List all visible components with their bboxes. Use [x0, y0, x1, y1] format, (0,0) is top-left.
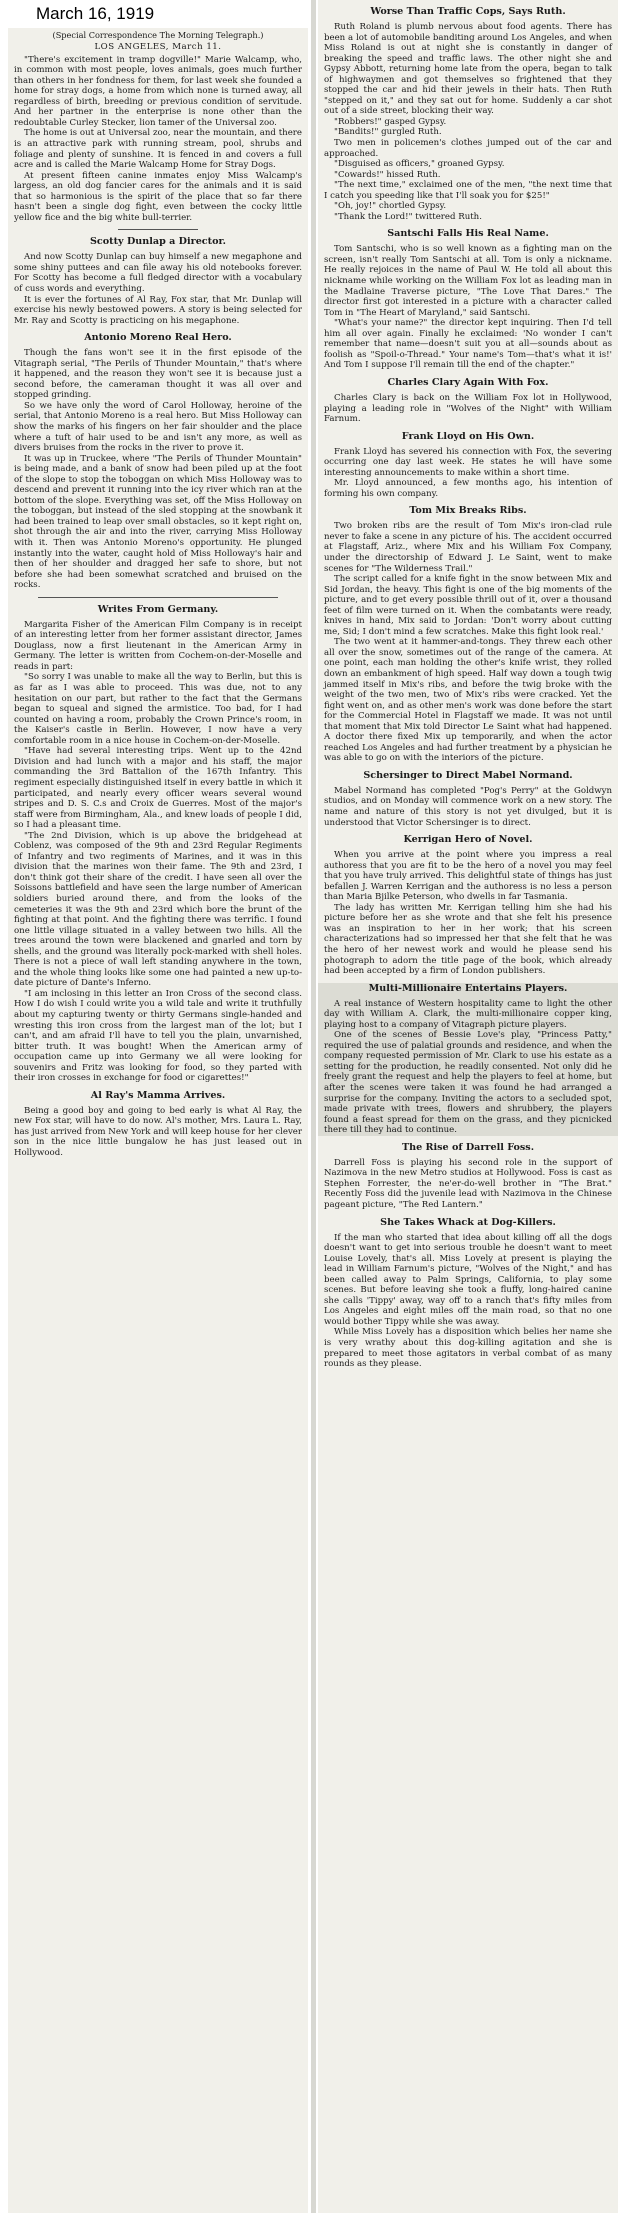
paragraph: Darrell Foss is playing his second role in the support of Nazimova in the new Metro studios at Hollywood. Foss is cast as Stephen Forrester, the ne'er-do-well brother in "The Brat." Recently Foss did the juvenile lead with Nazimova in the Chinese pageant picture, "The Red Lantern.": [324, 1157, 612, 1210]
paragraph: Charles Clary is back on the William Fox lot in Hollywood, playing a leading role in "Wolves of the Night" with William Farnum.: [324, 392, 612, 425]
article-roland: [318, 6, 618, 222]
left-column: [8, 28, 308, 2213]
paragraph: Margarita Fisher of the American Film Company is in receipt of an interesting letter from her former assistant director, James Douglass, now a first lieutenant in the American Army in Germany. The letter is written from Cochem-on-der-Moselle and reads in part:: [14, 619, 302, 672]
headline: Worse Than Traffic Cops, Says Ruth.: [370, 6, 566, 17]
paragraph: Frank Lloyd has severed his connection with Fox, the severing occurring one day last week. He states he will have some interesting announcements to make within a short time.: [324, 446, 612, 478]
headline: Writes From Germany.: [97, 603, 219, 615]
headline: Al Ray's Mamma Arrives.: [90, 1089, 226, 1101]
paragraph: And now Scotty Dunlap can buy himself a new megaphone and some shiny puttees and can file away his old notebooks forever. For Scotty has become a full fledged director with a vocabulary of cuss words and everything.: [14, 252, 302, 294]
headline: The Rise of Darrell Foss.: [401, 1141, 535, 1153]
paragraph: The two went at it hammer-and-tongs. They threw each other all over the snow, sometimes out of the range of the camera. At one point, each man holding the other's knife wrist, they rolled down an embankment of high speed. Half way down a tough twig jammed itself in Mix's ribs, and before the twig broke with the weight of the two men, two of Mix's ribs were cracked. Yet the fight went on, and as other men's work was done before the start for the Commercial Hotel in Flagstaff we made. It was not until that moment that Mix told Director Le Saint what had happened. A doctor there fixed Mix up temporarily, and when the actor reached Los Angeles and had further treatment by a physician he was able to go on with the interiors of the picture.: [324, 637, 612, 764]
headline: Kerrigan Hero of Novel.: [403, 834, 533, 846]
paragraph: Two men in policemen's clothes jumped out of the car and approached.: [324, 138, 612, 159]
article-mix: [318, 505, 618, 764]
paragraph: It was up in Truckee, where "The Perils of Thunder Mountain" is being made, and a bank of snow had been piled up at the foot of the slope to stop the toboggan on which Miss Holloway was to descend and prevent it running into the icy river which ran at the bottom of the slope. Everything was set, off the Miss Holloway on the toboggan, but instead of the sled stopping at the snowbank it had been trained to leap over small obstacles, so it kept right on, shot through the air and into the river, carrying Miss Holloway with it. Then was Antonio Moreno's opportunity. He plunged instantly into the water, caught hold of Miss Holloway's hair and then of her shoulder and dragged her safe to shore, but not before she had been somewhat scratched and bruised on the rocks.: [14, 453, 302, 591]
paragraph: "Robbers!" gasped Gypsy.: [334, 116, 447, 127]
paragraph: "There's excitement in tramp dogville!" Marie Walcamp, who, in common with most people, loves animals, goes much further than others in her fondness for them, for last week she founded a home for stray dogs, a home from which none is turned away, all regardless of birth, breeding or previous condition of servitude. And her partner in the enterprise is none other than the redoubtable Curley Stecker, lion tamer of the Universal zoo.: [14, 54, 302, 128]
headline: Scotty Dunlap a Director.: [90, 236, 226, 248]
paragraph: Two broken ribs are the result of Tom Mix's iron-clad rule never to fake a scene in any picture of his. The accident occurred at Flagstaff, Ariz., where Mix and his William Fox Company, under the directorship of Edward J. Le Saint, went to make scenes for "The Wilderness Trail.": [324, 521, 612, 574]
article-dunlap: [8, 236, 308, 326]
paragraph: Though the fans won't see it in the first episode of the Vitagraph serial, "The Perils of Thunder Mountain," that's where it happened, and the reason they won't see it is because just a second before, the cameraman thought it was all over and stopped grinding.: [14, 348, 302, 401]
headline: She Takes Whack at Dog-Killers.: [380, 1216, 556, 1228]
paragraph: Ruth Roland is plumb nervous about food agents. There has been a lot of automobile banditing around Los Angeles, and when Miss Roland is out at night she is constantly in danger of breaking the speed and traffic laws. The other night she and Gypsy Abbott, returning home late from the opera, began to talk of highwaymen and got themselves so frightened that they stopped the car and hid their jewels in their hats. Then Ruth "stepped on it," and they sat out for home. Suddenly a car shot out of a side street, blocking their way.: [324, 22, 612, 117]
article-clark: [318, 983, 618, 1136]
paragraph: While Miss Lovely has a disposition which belies her name she is very wrathy about this dog-killing agitation and she is prepared to meet those agitators in verbal combat of as many rounds as they please.: [324, 1327, 612, 1370]
article-lovely: [318, 1217, 618, 1370]
paragraph: At present fifteen canine inmates enjoy Miss Walcamp's largess, an old dog fancier cares for the animals and it is said that so harmonious is the spirit of the place that so far there hasn't been a single dog fight, even between the cocky little yellow fice and the big white bull-terrier.: [14, 170, 302, 223]
article-foss: [318, 1142, 618, 1211]
paragraph: Being a good boy and going to bed early is what Al Ray, the new Fox star, will have to do now. Al's mother, Mrs. Laura L. Ray, has just arrived from New York and will keep house for her clever son in the nice little bungalow he has just leased out in Hollywood.: [14, 1105, 302, 1158]
paragraph: "Have had several interesting trips. Went up to the 42nd Division and had lunch with a major and his staff, the major commanding the 3rd Battalion of the 167th Infantry. This regiment especially distinguished itself in every battle in which it participated, and nearly every officer wears several wound stripes and D. S. C.s and Croix de Guerres. Most of the major's staff were from Birmingham, Ala., and knew loads of people I did, so I had a pleasant time.: [14, 746, 302, 831]
paragraph: "I am inclosing in this letter an Iron Cross of the second class. How I do wish I could write you a wild tale and write it truthfully about my capturing twenty or thirty Germans single-handed and wresting this iron cross from the largest man of the lot; but I can't, and am afraid I'll have to tell you the plain, unvarnished, bitter truth. It was bought! When the American army of occupation came up into Germany we all were looking for souvenirs and Fritz was looking for food, so they parted with their iron crosses in exchange for food or cigarettes!": [14, 988, 302, 1084]
paragraph: "Thank the Lord!" twittered Ruth.: [334, 211, 482, 222]
paragraph: The home is out at Universal zoo, near the mountain, and there is an attractive park with running stream, pool, shrubs and foliage and plenty of sunshine. It is fenced in and covers a full acre and is called the Marie Walcamp Home for Stray Dogs.: [14, 128, 302, 171]
paragraph: A real instance of Western hospitality came to light the other day with William A. Clark, the multi-millionaire copper king, playing host to a company of Vitagraph picture players.: [324, 998, 612, 1030]
headline: Multi-Millionaire Entertains Players.: [368, 982, 568, 994]
paragraph: "The next time," exclaimed one of the men, "the next time that I catch you speeding like that I'll soak you for $25!": [324, 180, 612, 201]
article-clary: [318, 377, 618, 425]
paragraph: "So sorry I was unable to make all the way to Berlin, but this is as far as I was able to proceed. This was due, not to any hesitation on our part, but rather to the fact that the Germans began to squeal and signed the armistice. Too bad, for I had counted on having a room, probably the Crown Prince's room, in the Kaiser's castle in Berlin. However, I now have a very comfortable room in a nice house in Cochem-on-der-Moselle.: [14, 672, 302, 746]
article-kerrigan: [318, 834, 618, 977]
paragraph: Tom Santschi, who is so well known as a fighting man on the screen, isn't really Tom Santschi at all. Tom is only a nickname. He really rejoices in the name of Paul W. He told all about this nickname while working on the William Fox lot as leading man in the Madlaine Traverse picture, "The Love That Dares." The director first got interested in a picture with a character called Tom in "The Heart of Maryland," said Santschi.: [324, 244, 612, 318]
paragraph: "The 2nd Division, which is up above the bridgehead at Coblenz, was composed of the 9th and 23rd Regular Regiments of Infantry and two regiments of Marines, and it was in this division that the marines won their fame. The 9th and 23rd, I don't think got their share of the credit. I have seen all over the Soissons battlefield and have seen the large number of American soldiers buried around there, and from the looks of the cemeteries it was the 9th and 23rd which bore the brunt of the fighting at that point. And the fighting there was terrific. I found one little village situated in a valley between two hills. All the trees around the town were blackened and gnarled and torn by shells, and the ground was literally pock-marked with shell holes. There is not a piece of wall left standing anywhere in the town, and the whole thing looks like some one had painted a new up-to-date picture of Dante's Inferno.: [14, 830, 302, 989]
paragraph: "Disguised as officers," groaned Gypsy.: [334, 159, 505, 170]
paragraph: "What's your name?" the director kept inquiring. Then I'd tell him all over again. Finally he exclaimed: 'No wonder I can't remember that name—doesn't suit you at all—sounds about as foolish as "Spoil-o-Thread." Your name's Tom—that's what it is!' And Tom I suppose I'll remain till the end of the chapter.": [324, 318, 612, 371]
paragraph: "Cowards!" hissed Ruth.: [334, 169, 441, 180]
paragraph: When you arrive at the point where you impress a real authoress that you are fit to be the hero of a novel you may feel that you have truly arrived. This delightful state of things has just befallen J. Warren Kerrigan and the authoress is no less a person than Maria Bjilke Peterson, who dwells in far Tasmania.: [324, 850, 612, 903]
article-walcamp: [8, 30, 308, 223]
paragraph: If the man who started that idea about killing off all the dogs doesn't want to get into serious trouble he doesn't want to meet Louise Lovely, that's all. Miss Lovely at present is playing the lead in William Farnum's picture, "Wolves of the Night," and has been called away to Palm Springs, California, to play some scenes. But before leaving she took a fluffy, long-haired canine she calls 'Tippy' away, way off to a ranch that's fifty miles from Los Angeles and eight miles off the main road, so that no one would bother Tippy while she was away.: [324, 1232, 612, 1327]
right-column: [318, 0, 618, 2213]
headline: Charles Clary Again With Fox.: [387, 376, 549, 388]
paragraph: The script called for a knife fight in the snow between Mix and Sid Jordan, the heavy. This fight is one of the big moments of the picture, and to get every possible thrill out of it, over a thousand feet of film were turned on it. When the combatants were ready, knives in hand, Mix said to Jordan: 'Don't worry about cutting me, Sid; I don't mind a few scratches. Make this fight look real.': [324, 574, 612, 637]
byline: (Special Correspondence The Morning Telegraph.): [52, 30, 264, 40]
paragraph: The lady has written Mr. Kerrigan telling him she had his picture before her as she wrote and that she felt his presence was an inspiration to her in her work; that his screen characterizations had so impressed her that she felt that he was the hero of her newest work and would he please send his photograph to adorn the title page of the book, which already had been accepted by a firm of London publishers.: [324, 902, 612, 977]
article-normand: [318, 770, 618, 828]
clipping-date: March 16, 1919: [36, 4, 155, 23]
paragraph: "Oh, joy!" chortled Gypsy.: [334, 201, 447, 212]
article-santschi: [318, 228, 618, 371]
paragraph: It is ever the fortunes of Al Ray, Fox star, that Mr. Dunlap will exercise his newly bestowed powers. A story is being selected for Mr. Ray and Scotty is practicing on his megaphone.: [14, 294, 302, 326]
headline: Tom Mix Breaks Ribs.: [409, 505, 527, 517]
headline: Schersinger to Direct Mabel Normand.: [363, 769, 573, 781]
headline: Frank Lloyd on His Own.: [401, 430, 535, 442]
article-lloyd: [318, 431, 618, 500]
column-gutter: [311, 0, 316, 2213]
divider: [38, 597, 278, 598]
dateline: LOS ANGELES, March 11.: [94, 42, 222, 52]
paragraph: So we have only the word of Carol Holloway, heroine of the serial, that Antonio Moreno is a real hero. But Miss Holloway can show the marks of his fingers on her fair shoulder and the place where a tuft of hair used to be and isn't any more, as well as divers bruises from the rocks in the river to prove it.: [14, 400, 302, 454]
headline: Antonio Moreno Real Hero.: [84, 332, 232, 344]
headline: Santschi Falls His Real Name.: [387, 228, 549, 240]
article-germany: [8, 604, 308, 1084]
paragraph: "Bandits!" gurgled Ruth.: [334, 127, 442, 138]
divider: [118, 229, 198, 230]
paragraph: One of the scenes of Bessie Love's play, "Princess Patty," required the use of palatial grounds and residence, and when the company requested permission of Mr. Clark to use his estate as a setting for the production, he readily consented. Not only did he freely grant the request and help the players to feel at home, but after the scenes were taken it was found he had arranged a surprise for the company. Inviting the actors to a secluded spot, made private with trees, flowers and shrubbery, the players found a feast spread for them on the grass, and they picnicked there till they had to continue.: [324, 1030, 612, 1136]
article-ray: [8, 1090, 308, 1159]
paragraph: Mabel Normand has completed "Pog's Perry" at the Goldwyn studios, and on Monday will commence work on a new story. The name and nature of this story is not yet divulged, but it is understood that Victor Schersinger is to direct.: [324, 785, 612, 828]
paragraph: Mr. Lloyd announced, a few months ago, his intention of forming his own company.: [324, 478, 612, 499]
article-moreno: [8, 332, 308, 591]
